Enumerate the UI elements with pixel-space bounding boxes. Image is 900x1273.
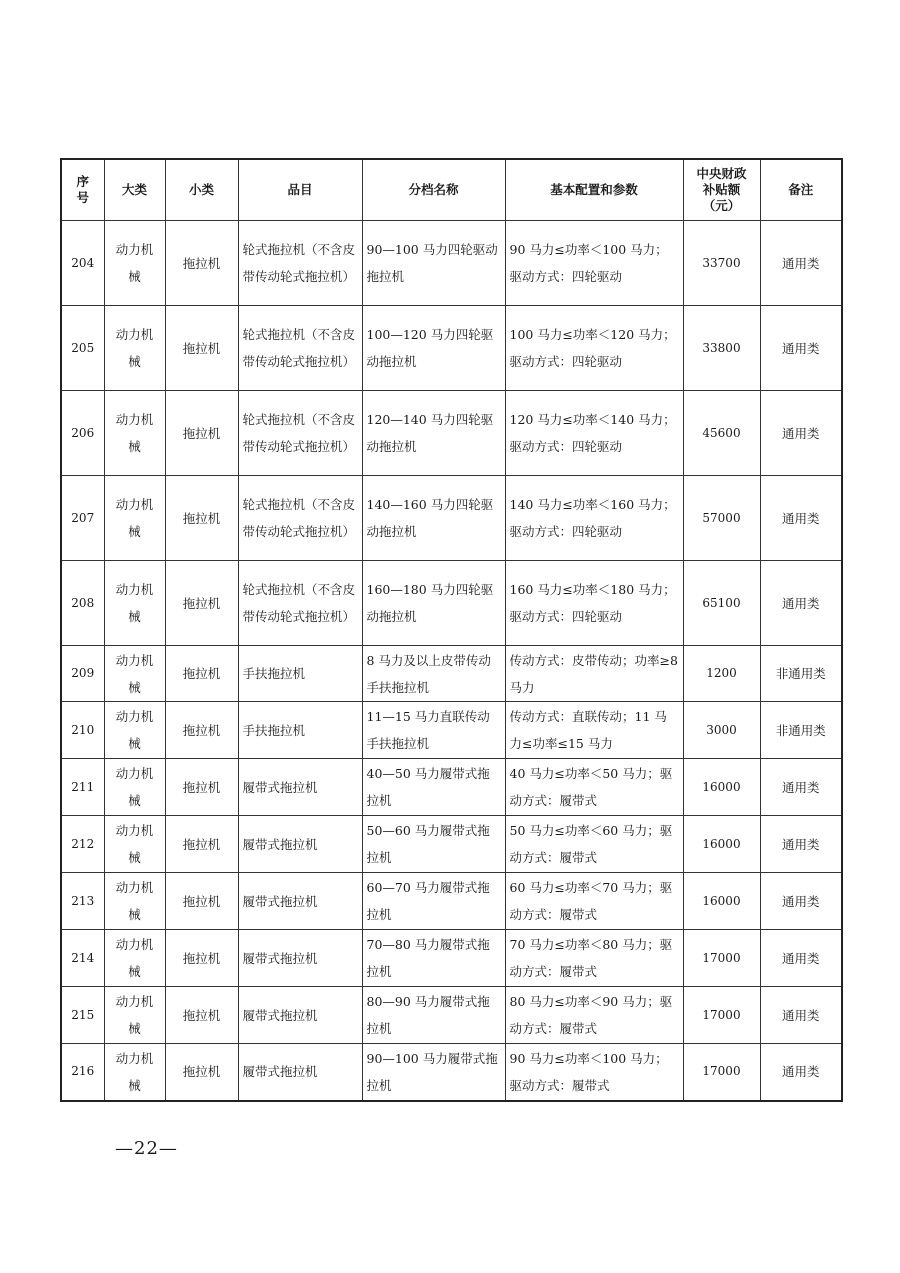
cell-category: 动力机械 <box>104 873 165 930</box>
table-header-row <box>61 159 842 221</box>
cell-index: 207 <box>61 476 104 561</box>
cell-item: 履带式拖拉机 <box>238 759 362 816</box>
cell-index: 214 <box>61 930 104 987</box>
cell-item: 轮式拖拉机（不含皮带传动轮式拖拉机） <box>238 306 362 391</box>
cell-subcategory: 拖拉机 <box>165 987 238 1044</box>
cell-config: 100 马力≤功率＜120 马力；驱动方式：四轮驱动 <box>505 306 683 391</box>
cell-note: 通用类 <box>760 987 842 1044</box>
cell-subsidy: 57000 <box>683 476 760 561</box>
cell-category: 动力机械 <box>104 646 165 702</box>
cell-config: 90 马力≤功率＜100 马力；驱动方式：履带式 <box>505 1044 683 1101</box>
cell-item: 轮式拖拉机（不含皮带传动轮式拖拉机） <box>238 221 362 306</box>
cell-category: 动力机械 <box>104 702 165 759</box>
cell-subcategory: 拖拉机 <box>165 221 238 306</box>
cell-subcategory: 拖拉机 <box>165 873 238 930</box>
cell-config: 140 马力≤功率＜160 马力；驱动方式：四轮驱动 <box>505 476 683 561</box>
cell-item: 轮式拖拉机（不含皮带传动轮式拖拉机） <box>238 561 362 646</box>
cell-note: 通用类 <box>760 221 842 306</box>
subsidy-table-container <box>60 158 841 1102</box>
cell-grade-name: 80—90 马力履带式拖拉机 <box>362 987 505 1044</box>
cell-subsidy: 33800 <box>683 306 760 391</box>
cell-grade-name: 90—100 马力四轮驱动拖拉机 <box>362 221 505 306</box>
cell-index: 215 <box>61 987 104 1044</box>
cell-item: 手扶拖拉机 <box>238 646 362 702</box>
cell-config: 80 马力≤功率＜90 马力；驱动方式：履带式 <box>505 987 683 1044</box>
cell-grade-name: 140—160 马力四轮驱动拖拉机 <box>362 476 505 561</box>
cell-grade-name: 8 马力及以上皮带传动手扶拖拉机 <box>362 646 505 702</box>
cell-index: 205 <box>61 306 104 391</box>
cell-index: 208 <box>61 561 104 646</box>
cell-note: 通用类 <box>760 476 842 561</box>
cell-item: 履带式拖拉机 <box>238 873 362 930</box>
cell-config: 60 马力≤功率＜70 马力；驱动方式：履带式 <box>505 873 683 930</box>
header-subsidy: 中央财政 补贴额 （元） <box>683 159 760 221</box>
subsidy-table <box>60 158 843 1102</box>
cell-category: 动力机械 <box>104 391 165 476</box>
cell-index: 209 <box>61 646 104 702</box>
cell-note: 通用类 <box>760 391 842 476</box>
cell-note: 通用类 <box>760 759 842 816</box>
cell-item: 轮式拖拉机（不含皮带传动轮式拖拉机） <box>238 476 362 561</box>
cell-subcategory: 拖拉机 <box>165 306 238 391</box>
cell-grade-name: 11—15 马力直联传动手扶拖拉机 <box>362 702 505 759</box>
cell-note: 通用类 <box>760 930 842 987</box>
cell-item: 履带式拖拉机 <box>238 816 362 873</box>
cell-subcategory: 拖拉机 <box>165 646 238 702</box>
cell-subcategory: 拖拉机 <box>165 1044 238 1101</box>
cell-subcategory: 拖拉机 <box>165 816 238 873</box>
cell-category: 动力机械 <box>104 759 165 816</box>
cell-grade-name: 90—100 马力履带式拖拉机 <box>362 1044 505 1101</box>
cell-item: 手扶拖拉机 <box>238 702 362 759</box>
cell-subsidy: 1200 <box>683 646 760 702</box>
cell-subsidy: 45600 <box>683 391 760 476</box>
table-row <box>61 702 842 759</box>
header-subcategory: 小类 <box>165 159 238 221</box>
cell-subcategory: 拖拉机 <box>165 561 238 646</box>
cell-index: 206 <box>61 391 104 476</box>
cell-note: 通用类 <box>760 561 842 646</box>
cell-category: 动力机械 <box>104 221 165 306</box>
header-config: 基本配置和参数 <box>505 159 683 221</box>
cell-config: 传动方式：皮带传动；功率≥8 马力 <box>505 646 683 702</box>
cell-note: 非通用类 <box>760 646 842 702</box>
table-row <box>61 646 842 702</box>
cell-note: 通用类 <box>760 816 842 873</box>
header-index: 序 号 <box>61 159 104 221</box>
cell-category: 动力机械 <box>104 476 165 561</box>
cell-category: 动力机械 <box>104 306 165 391</box>
cell-note: 通用类 <box>760 1044 842 1101</box>
cell-subsidy: 16000 <box>683 873 760 930</box>
cell-category: 动力机械 <box>104 987 165 1044</box>
table-row <box>61 816 842 873</box>
cell-subcategory: 拖拉机 <box>165 759 238 816</box>
cell-subsidy: 3000 <box>683 702 760 759</box>
cell-subcategory: 拖拉机 <box>165 702 238 759</box>
cell-config: 40 马力≤功率＜50 马力；驱动方式：履带式 <box>505 759 683 816</box>
cell-note: 通用类 <box>760 873 842 930</box>
header-grade-name: 分档名称 <box>362 159 505 221</box>
cell-config: 50 马力≤功率＜60 马力；驱动方式：履带式 <box>505 816 683 873</box>
table-row <box>61 476 842 561</box>
table-row <box>61 391 842 476</box>
cell-item: 履带式拖拉机 <box>238 987 362 1044</box>
cell-category: 动力机械 <box>104 930 165 987</box>
header-item: 品目 <box>238 159 362 221</box>
cell-index: 211 <box>61 759 104 816</box>
cell-grade-name: 50—60 马力履带式拖拉机 <box>362 816 505 873</box>
cell-subsidy: 33700 <box>683 221 760 306</box>
table-row <box>61 221 842 306</box>
cell-index: 210 <box>61 702 104 759</box>
table-row <box>61 1044 842 1101</box>
cell-subsidy: 17000 <box>683 930 760 987</box>
page-number: —22— <box>115 1138 178 1159</box>
cell-config: 90 马力≤功率＜100 马力；驱动方式：四轮驱动 <box>505 221 683 306</box>
table-row <box>61 930 842 987</box>
cell-item: 履带式拖拉机 <box>238 1044 362 1101</box>
header-note: 备注 <box>760 159 842 221</box>
cell-index: 213 <box>61 873 104 930</box>
cell-subsidy: 16000 <box>683 759 760 816</box>
cell-config: 120 马力≤功率＜140 马力；驱动方式：四轮驱动 <box>505 391 683 476</box>
table-row <box>61 561 842 646</box>
cell-note: 通用类 <box>760 306 842 391</box>
cell-category: 动力机械 <box>104 1044 165 1101</box>
cell-index: 212 <box>61 816 104 873</box>
cell-subsidy: 65100 <box>683 561 760 646</box>
header-category: 大类 <box>104 159 165 221</box>
table-body <box>61 221 842 1101</box>
cell-config: 70 马力≤功率＜80 马力；驱动方式：履带式 <box>505 930 683 987</box>
cell-item: 轮式拖拉机（不含皮带传动轮式拖拉机） <box>238 391 362 476</box>
cell-grade-name: 120—140 马力四轮驱动拖拉机 <box>362 391 505 476</box>
cell-grade-name: 160—180 马力四轮驱动拖拉机 <box>362 561 505 646</box>
cell-index: 204 <box>61 221 104 306</box>
cell-category: 动力机械 <box>104 561 165 646</box>
cell-subsidy: 17000 <box>683 1044 760 1101</box>
cell-subcategory: 拖拉机 <box>165 930 238 987</box>
table-row <box>61 873 842 930</box>
cell-subcategory: 拖拉机 <box>165 476 238 561</box>
cell-subsidy: 16000 <box>683 816 760 873</box>
cell-grade-name: 60—70 马力履带式拖拉机 <box>362 873 505 930</box>
cell-grade-name: 100—120 马力四轮驱动拖拉机 <box>362 306 505 391</box>
cell-note: 非通用类 <box>760 702 842 759</box>
cell-index: 216 <box>61 1044 104 1101</box>
table-row <box>61 987 842 1044</box>
cell-grade-name: 70—80 马力履带式拖拉机 <box>362 930 505 987</box>
cell-subsidy: 17000 <box>683 987 760 1044</box>
cell-subcategory: 拖拉机 <box>165 391 238 476</box>
table-row <box>61 306 842 391</box>
cell-config: 传动方式：直联传动；11 马力≤功率≤15 马力 <box>505 702 683 759</box>
cell-config: 160 马力≤功率＜180 马力；驱动方式：四轮驱动 <box>505 561 683 646</box>
cell-category: 动力机械 <box>104 816 165 873</box>
cell-item: 履带式拖拉机 <box>238 930 362 987</box>
cell-grade-name: 40—50 马力履带式拖拉机 <box>362 759 505 816</box>
table-row <box>61 759 842 816</box>
